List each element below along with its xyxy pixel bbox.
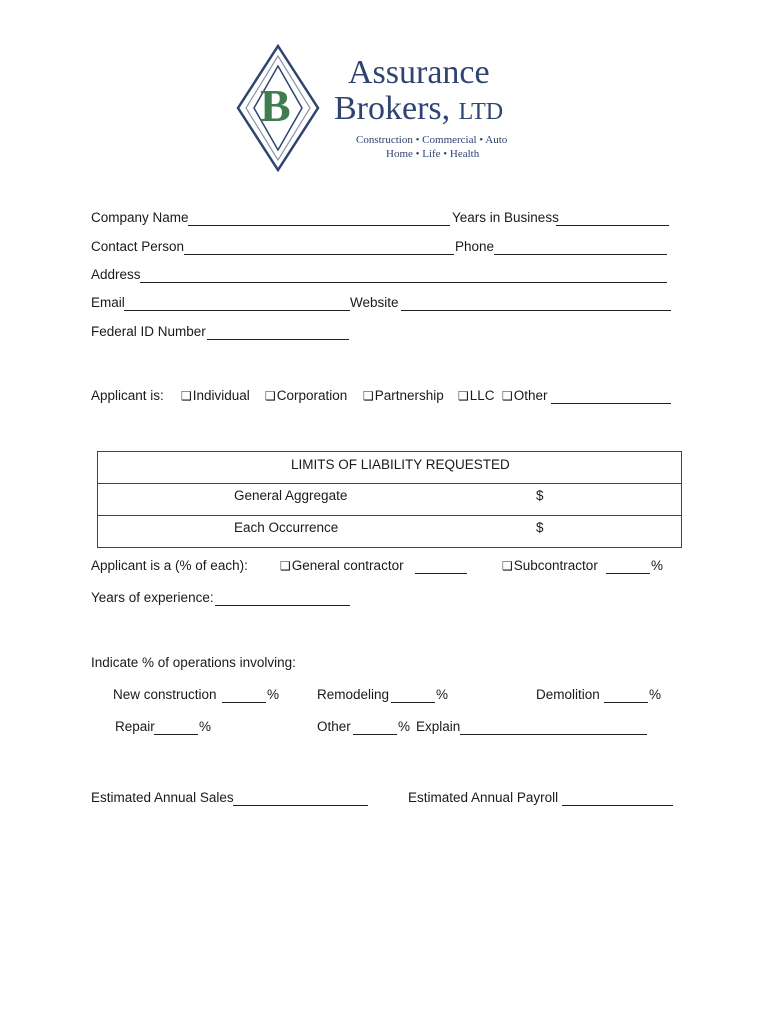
limits-row-label: General Aggregate (234, 488, 348, 503)
checkbox-icon: ❑ (502, 389, 513, 403)
percent-sign: % (199, 719, 212, 734)
checkbox-icon: ❑ (181, 389, 192, 403)
logo-ltd: LTD (458, 99, 504, 125)
annual-payroll-field[interactable] (562, 805, 673, 806)
checkbox-icon: ❑ (363, 389, 374, 403)
annual-sales-field[interactable] (233, 805, 368, 806)
federal-id-field[interactable] (207, 339, 349, 340)
operations-heading: Indicate % of operations involving: (91, 655, 296, 670)
repair-label: Repair (115, 719, 155, 734)
demolition-field[interactable] (604, 702, 648, 703)
general-contractor-percent-field[interactable] (415, 573, 467, 574)
logo-monogram: B (260, 80, 291, 131)
limits-row-occurrence (98, 515, 681, 547)
new-construction-label: New construction (113, 687, 217, 702)
annual-sales-label: Estimated Annual Sales (91, 790, 234, 805)
option-label: Subcontractor (513, 558, 598, 573)
limits-row-label: Each Occurrence (234, 520, 339, 535)
remodeling-label: Remodeling (317, 687, 390, 702)
other-operations-label: Other (317, 719, 351, 734)
option-label: General contractor (291, 558, 404, 573)
limits-table (97, 451, 682, 548)
website-field[interactable] (401, 310, 671, 311)
new-construction-field[interactable] (222, 702, 266, 703)
option-other[interactable] (502, 388, 548, 403)
experience-field[interactable] (215, 605, 350, 606)
email-label: Email (91, 295, 125, 310)
limits-row-aggregate (98, 483, 681, 515)
option-label: LLC (469, 388, 495, 403)
address-label: Address (91, 267, 141, 282)
percent-sign: % (398, 719, 411, 734)
limits-row-value[interactable]: $ (536, 488, 544, 503)
annual-payroll-label: Estimated Annual Payroll (408, 790, 559, 805)
years-in-business-field[interactable] (556, 225, 669, 226)
option-general-contractor[interactable] (280, 558, 404, 573)
other-type-field[interactable] (551, 403, 671, 404)
logo-tagline2: Home • Life • Health (386, 148, 480, 160)
limits-heading: LIMITS OF LIABILITY REQUESTED (291, 457, 510, 472)
option-partnership[interactable] (363, 388, 444, 403)
option-subcontractor[interactable] (502, 558, 598, 573)
company-name-label: Company Name (91, 210, 189, 225)
address-field[interactable] (140, 282, 667, 283)
repair-field[interactable] (154, 734, 198, 735)
percent-sign: % (649, 687, 662, 702)
checkbox-icon: ❑ (265, 389, 276, 403)
logo-line2: Brokers, (334, 90, 451, 127)
option-label: Partnership (374, 388, 444, 403)
remodeling-field[interactable] (391, 702, 435, 703)
limits-header-row (98, 452, 681, 483)
checkbox-icon: ❑ (280, 559, 291, 573)
website-label: Website (350, 295, 399, 310)
option-label: Other (513, 388, 548, 403)
percent-sign: % (436, 687, 449, 702)
subcontractor-percent-field[interactable] (606, 573, 650, 574)
contact-person-field[interactable] (184, 254, 454, 255)
explain-field[interactable] (460, 734, 647, 735)
option-llc[interactable] (458, 388, 495, 403)
phone-label: Phone (455, 239, 495, 254)
contact-person-label: Contact Person (91, 239, 185, 254)
percent-sign: % (651, 558, 664, 573)
logo-line1: Assurance (348, 54, 490, 91)
applicant-type-label: Applicant is: (91, 388, 164, 403)
logo-line2-wrap (334, 90, 503, 131)
email-field[interactable] (124, 310, 350, 311)
explain-label: Explain (416, 719, 461, 734)
experience-label: Years of experience: (91, 590, 214, 605)
other-operations-field[interactable] (353, 734, 397, 735)
option-label: Individual (192, 388, 250, 403)
applicant-role-label: Applicant is a (% of each): (91, 558, 248, 573)
federal-id-label: Federal ID Number (91, 324, 206, 339)
option-corporation[interactable] (265, 388, 347, 403)
company-name-field[interactable] (188, 225, 450, 226)
checkbox-icon: ❑ (458, 389, 469, 403)
checkbox-icon: ❑ (502, 559, 513, 573)
option-label: Corporation (276, 388, 348, 403)
demolition-label: Demolition (536, 687, 600, 702)
option-individual[interactable] (181, 388, 250, 403)
limits-row-value[interactable]: $ (536, 520, 544, 535)
logo-tagline1: Construction • Commercial • Auto (356, 134, 508, 146)
phone-field[interactable] (494, 254, 667, 255)
company-logo (236, 44, 546, 174)
years-in-business-label: Years in Business (452, 210, 559, 225)
percent-sign: % (267, 687, 280, 702)
